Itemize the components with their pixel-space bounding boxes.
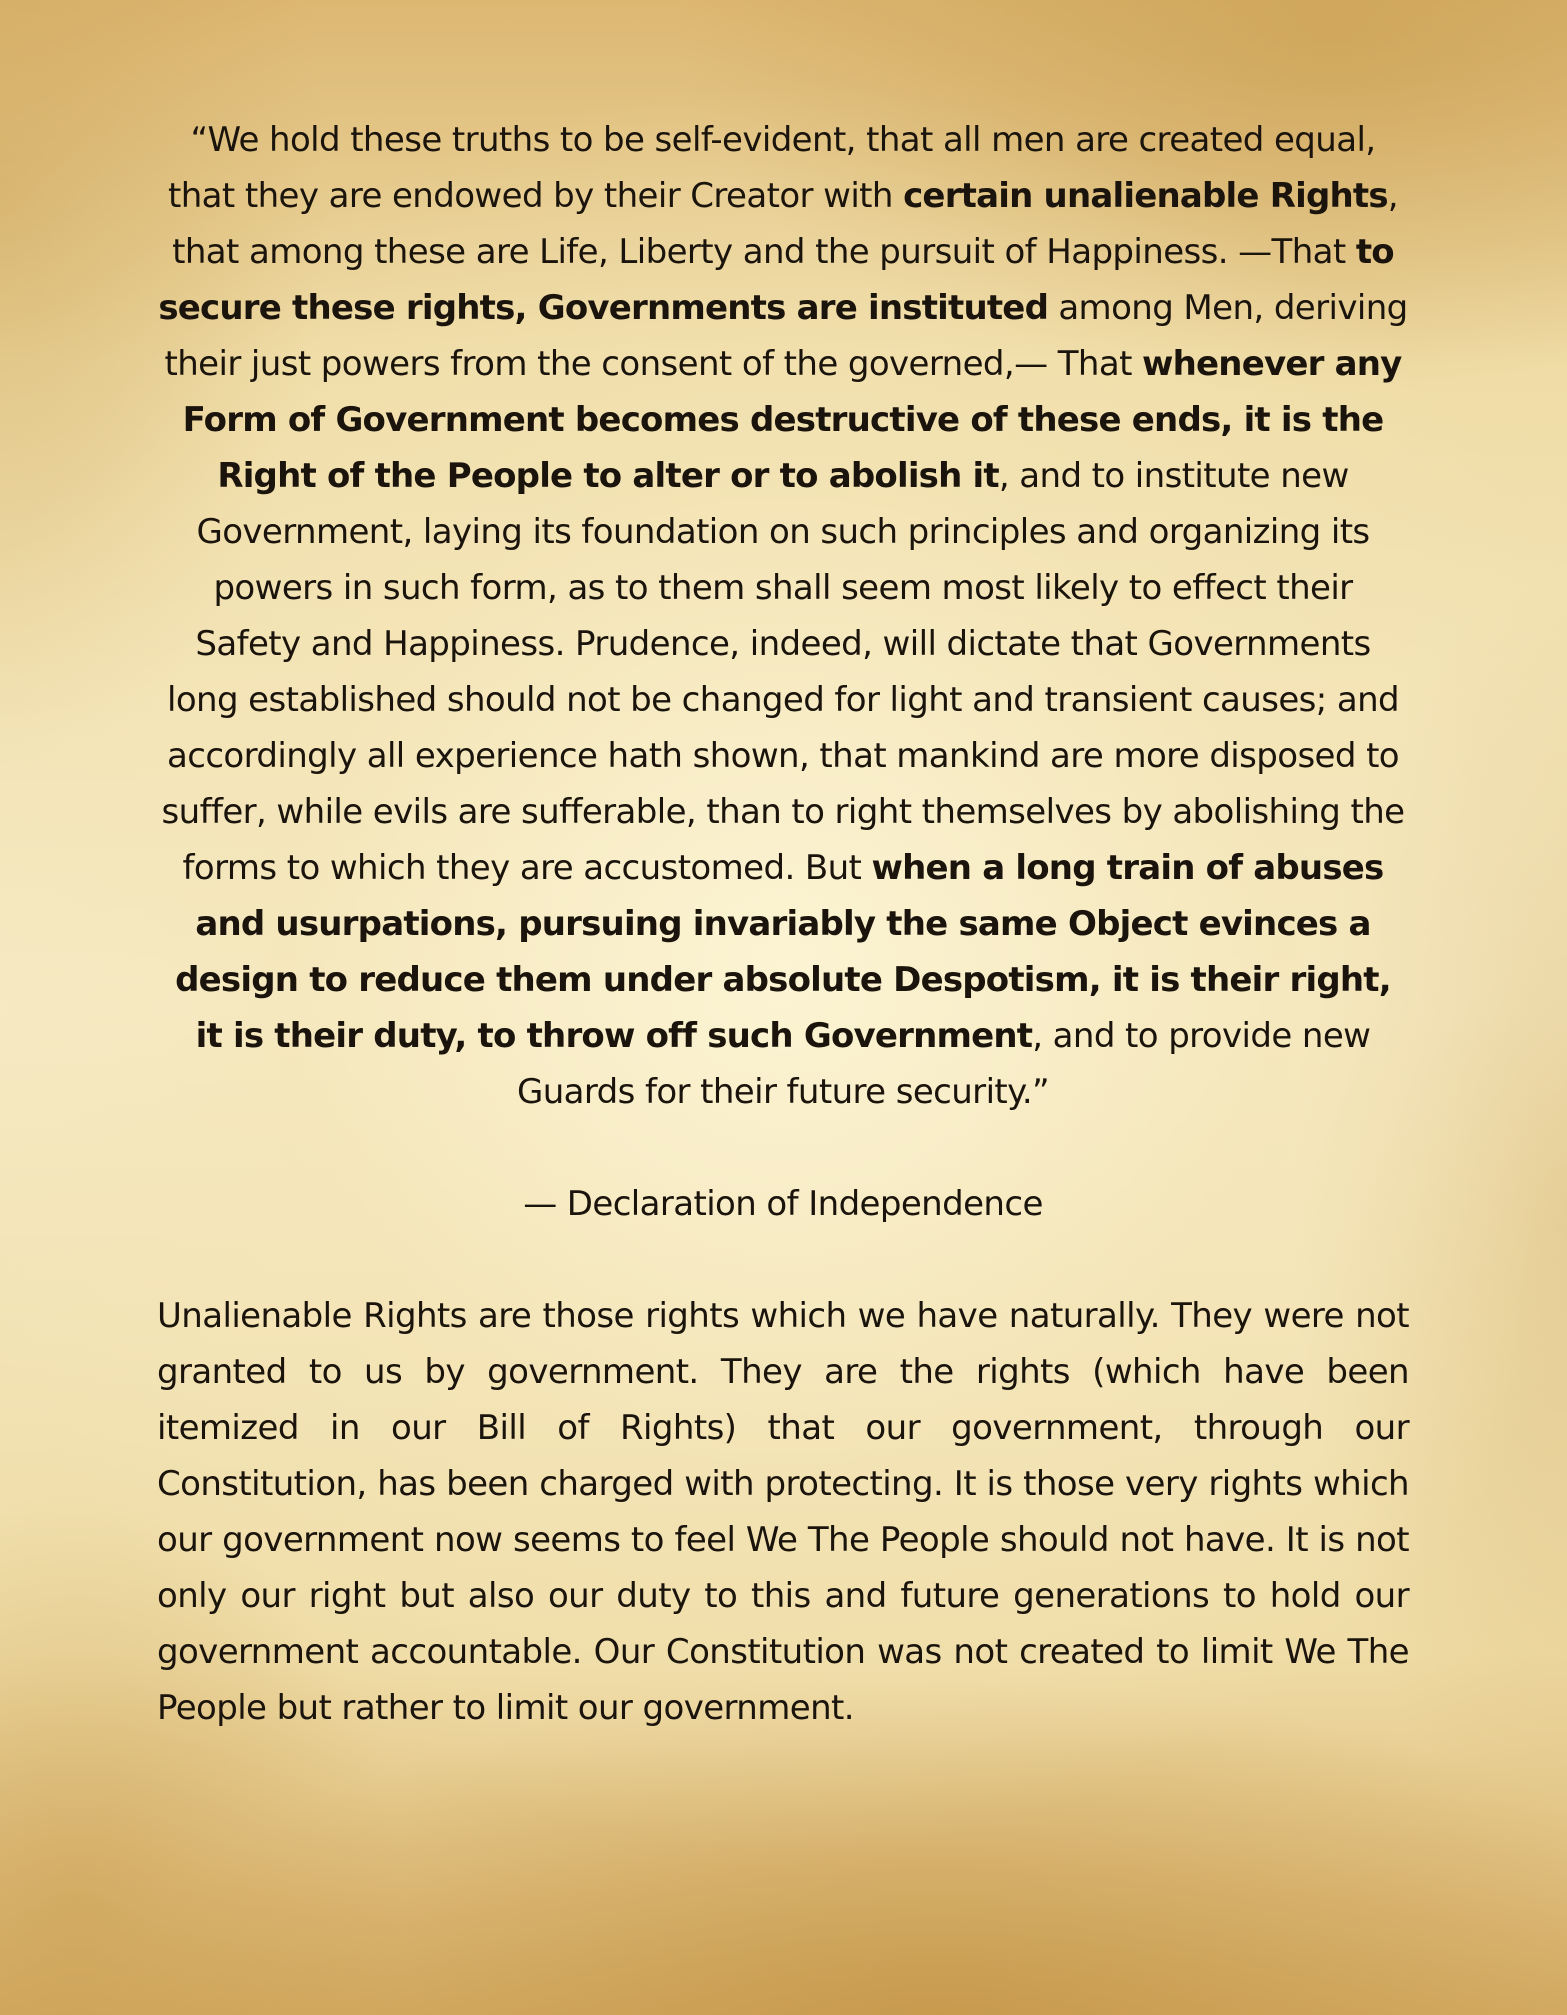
commentary-paragraph: Unalienable Rights are those rights which we have naturally. They were not granted to us by government. They are the rights (which have been itemized in our Bill of Rights) that our government, through our Constitution, has been charged with protecting. It is those very rights which our government now seems to feel We The People should not have. It is not only our right but also our duty to this and future generations to hold our government accountable. Our Constitution was not created to limit We The People but rather to limit our government. — [157, 1296, 1409, 1728]
quote-segment: , and to institute new Government, laying its foundation on such principles and organizing its powers in such form, as to them shall seem most likely to effect their Safety and Happiness. Prudence, indeed, will dictate that Governments long established should not be changed for light and transient causes; and accordingly all experience hath shown, that mankind are more disposed to suffer, while evils are sufferable, than to right themselves by abolishing the forms to which they are accustomed. But — [161, 456, 1405, 888]
quote-attribution: — Declaration of Independence — [523, 1184, 1043, 1224]
quote-emphasis: whenever any Form of Government becomes destructive of these ends, it is the Right of the People to alter or to abolish it — [182, 344, 1402, 496]
declaration-quote — [157, 112, 1409, 1120]
quote-emphasis: to secure these rights, Governments are instituted — [158, 232, 1394, 328]
quote-segment: , and to provide new Guards for their future security.” — [516, 1016, 1371, 1112]
quote-emphasis: certain unalienable Rights — [903, 176, 1388, 216]
quote-segment: “We hold these truths to be self-evident, that all men are created equal, that they are endowed by their Creator with — [168, 120, 1376, 216]
quote-emphasis: when a long train of abuses and usurpations, pursuing invariably the same Object evinces a design to reduce them under absolute Despotism, it is their right, it is their duty, to throw off such Government — [175, 848, 1391, 1056]
quote-segment: among Men, deriving their just powers from the consent of the governed,— That — [164, 288, 1408, 384]
document-page — [157, 112, 1409, 1736]
quote-segment: , that among these are Life, Liberty and the pursuit of Happiness. —That — [172, 176, 1398, 272]
